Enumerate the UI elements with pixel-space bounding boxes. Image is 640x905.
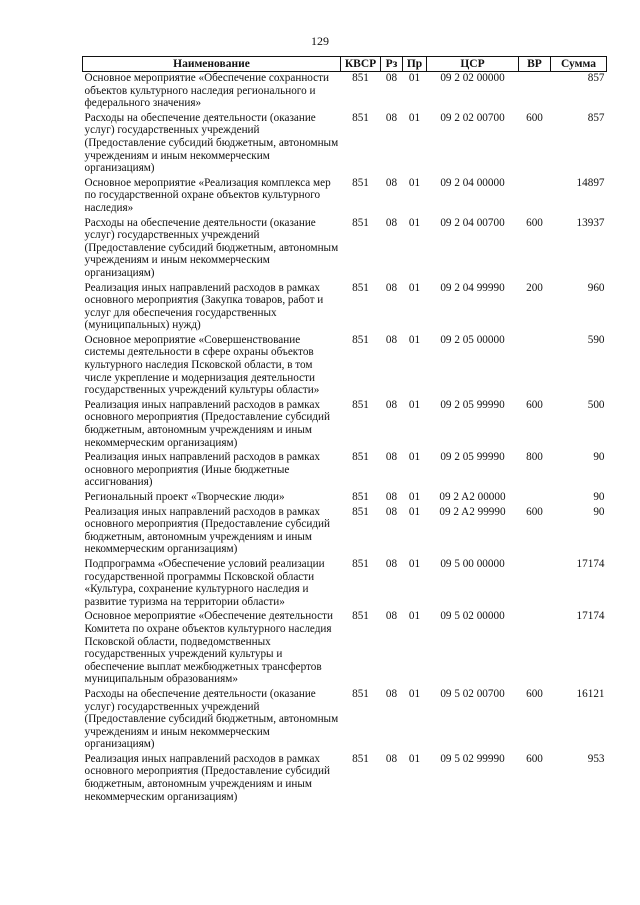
cell-pr: 01 xyxy=(408,176,421,189)
table-row xyxy=(83,505,607,557)
column-header-rz: Рз xyxy=(381,57,403,72)
cell-kvsr: 851 xyxy=(352,398,369,411)
cell-pr: 01 xyxy=(408,610,421,623)
cell-kvsr: 851 xyxy=(352,491,369,503)
cell-csr: 09 2 02 00000 xyxy=(440,72,505,84)
cell-sum: 14897 xyxy=(576,176,605,189)
cell-pr: 01 xyxy=(408,687,421,700)
cell-pr: 01 xyxy=(408,491,421,503)
cell-sum: 90 xyxy=(593,491,605,503)
cell-pr: 01 xyxy=(408,111,421,124)
cell-vr xyxy=(519,557,551,609)
cell-name: Расходы на обеспечение деятельности (оказание услуг) государственных учреждений (Предоставление субсидий бюджетным, автономным учреждениям и иным некоммерческим организациям) xyxy=(84,111,339,175)
table-row xyxy=(83,490,607,505)
cell-name: Реализация иных направлений расходов в рамках основного мероприятия (Иные бюджетные ассигнования) xyxy=(84,451,321,489)
cell-vr xyxy=(519,333,551,398)
cell-name: Подпрограмма «Обеспечение условий реализации государственной программы Псковской области «Культура, сохранение культурного наследия и развитие туризма на территории области» xyxy=(84,557,325,608)
cell-pr: 01 xyxy=(408,752,421,765)
table-row xyxy=(83,333,607,398)
cell-pr: 01 xyxy=(408,505,421,518)
budget-table xyxy=(82,56,607,804)
table-row xyxy=(83,687,607,752)
column-header-pr: Пр xyxy=(403,57,427,72)
table-row xyxy=(83,450,607,490)
cell-pr: 01 xyxy=(408,557,421,570)
cell-rz: 08 xyxy=(385,557,398,570)
cell-sum: 960 xyxy=(587,281,605,294)
cell-pr: 01 xyxy=(408,398,421,411)
cell-vr xyxy=(519,176,551,216)
cell-name: Расходы на обеспечение деятельности (оказание услуг) государственных учреждений (Предоставление субсидий бюджетным, автономным учреждениям и иным некоммерческим организациям) xyxy=(84,216,339,279)
column-header-name: Наименование xyxy=(83,57,341,72)
cell-vr xyxy=(519,490,551,505)
cell-name: Расходы на обеспечение деятельности (оказание услуг) государственных учреждений (Предоставление субсидий бюджетным, автономным учреждениям и иным некоммерческим организациям) xyxy=(84,687,339,751)
cell-vr: 600 xyxy=(526,398,543,411)
table-row xyxy=(83,609,607,687)
cell-name: Реализация иных направлений расходов в рамках основного мероприятия (Предоставление субсидий бюджетным, автономным учреждениям и иным некоммерческим организациям) xyxy=(84,505,330,556)
cell-vr xyxy=(519,609,551,687)
column-header-csr: ЦСР xyxy=(427,57,519,72)
cell-pr: 01 xyxy=(408,281,421,294)
cell-vr: 200 xyxy=(526,281,543,294)
cell-rz: 08 xyxy=(385,176,398,189)
cell-csr: 09 2 05 99990 xyxy=(440,398,505,411)
cell-rz: 08 xyxy=(385,281,398,294)
cell-csr: 09 5 00 00000 xyxy=(440,557,505,570)
column-header-vr: ВР xyxy=(519,57,551,72)
cell-csr: 09 2 05 99990 xyxy=(440,451,505,464)
cell-sum: 857 xyxy=(587,111,605,124)
cell-sum: 90 xyxy=(593,451,605,464)
cell-csr: 09 5 02 00000 xyxy=(440,610,505,623)
cell-kvsr: 851 xyxy=(352,505,369,518)
cell-rz: 08 xyxy=(385,333,398,346)
cell-sum: 857 xyxy=(587,72,605,84)
cell-name: Реализация иных направлений расходов в рамках основного мероприятия (Предоставление субсидий бюджетным, автономным учреждениям и иным некоммерческим организациям) xyxy=(84,398,330,449)
cell-vr: 600 xyxy=(526,505,543,518)
cell-name: Региональный проект «Творческие люди» xyxy=(84,491,285,503)
cell-kvsr: 851 xyxy=(352,281,369,294)
cell-name: Основное мероприятие «Совершенствование системы деятельности в сфере охраны объектов культурного наследия Псковской области, в том числе укрепление и модернизация деятельности государственных учреждений культуры области» xyxy=(84,333,320,397)
cell-pr: 01 xyxy=(408,333,421,346)
cell-sum: 590 xyxy=(587,333,605,346)
cell-sum: 13937 xyxy=(576,216,605,229)
table-row xyxy=(83,176,607,216)
cell-kvsr: 851 xyxy=(352,451,369,464)
cell-name: Основное мероприятие «Обеспечение сохранности объектов культурного наследия регионального и федерального значения» xyxy=(84,72,330,110)
cell-name: Основное мероприятие «Реализация комплекса мер по государственной охране объектов культурного наследия» xyxy=(84,176,331,214)
table-row xyxy=(83,398,607,450)
cell-kvsr: 851 xyxy=(352,333,369,346)
cell-csr: 09 5 02 99990 xyxy=(440,752,505,765)
cell-csr: 09 2 04 00000 xyxy=(440,176,505,189)
cell-kvsr: 851 xyxy=(352,687,369,700)
cell-vr: 600 xyxy=(526,111,543,124)
cell-vr xyxy=(519,72,551,111)
cell-vr: 600 xyxy=(526,216,543,229)
page-number: 129 xyxy=(311,34,329,48)
cell-name: Реализация иных направлений расходов в рамках основного мероприятия (Закупка товаров, работ и услуг для обеспечения государственных (муниципальных) нужд) xyxy=(84,281,324,332)
cell-sum: 953 xyxy=(587,752,605,765)
table-row xyxy=(83,557,607,609)
cell-rz: 08 xyxy=(385,398,398,411)
cell-kvsr: 851 xyxy=(352,216,369,229)
table-row xyxy=(83,281,607,333)
table-row xyxy=(83,72,607,111)
cell-kvsr: 851 xyxy=(352,557,369,570)
cell-pr: 01 xyxy=(408,216,421,229)
cell-rz: 08 xyxy=(385,72,398,84)
column-header-sum: Сумма xyxy=(551,57,607,72)
cell-csr: 09 2 04 99990 xyxy=(440,281,505,294)
cell-kvsr: 851 xyxy=(352,72,369,84)
cell-kvsr: 851 xyxy=(352,752,369,765)
cell-rz: 08 xyxy=(385,752,398,765)
cell-vr: 800 xyxy=(526,451,543,464)
cell-vr: 600 xyxy=(526,687,543,700)
cell-csr: 09 2 04 00700 xyxy=(440,216,505,229)
cell-rz: 08 xyxy=(385,216,398,229)
cell-csr: 09 2 05 00000 xyxy=(440,333,505,346)
cell-name: Основное мероприятие «Обеспечение деятельности Комитета по охране объектов культурного наследия Псковской области, подведомственных государственных учреждений культуры и обеспечение выплат межбюджетных трансфертов муниципальным образованиям» xyxy=(84,610,333,686)
cell-sum: 16121 xyxy=(576,687,605,700)
cell-sum: 500 xyxy=(587,398,605,411)
cell-rz: 08 xyxy=(385,610,398,623)
cell-rz: 08 xyxy=(385,451,398,464)
cell-vr: 600 xyxy=(526,752,543,765)
table-row xyxy=(83,216,607,281)
cell-pr: 01 xyxy=(408,72,421,84)
table-row xyxy=(83,752,607,804)
cell-kvsr: 851 xyxy=(352,610,369,623)
column-header-kvsr: КВСР xyxy=(341,57,381,72)
cell-csr: 09 5 02 00700 xyxy=(440,687,505,700)
cell-rz: 08 xyxy=(385,111,398,124)
cell-csr: 09 2 A2 00000 xyxy=(439,491,506,503)
cell-rz: 08 xyxy=(385,687,398,700)
cell-pr: 01 xyxy=(408,451,421,464)
cell-csr: 09 2 A2 99990 xyxy=(439,505,506,518)
cell-kvsr: 851 xyxy=(352,111,369,124)
cell-kvsr: 851 xyxy=(352,176,369,189)
cell-rz: 08 xyxy=(385,491,398,503)
cell-sum: 17174 xyxy=(576,610,605,623)
table-header-row xyxy=(83,57,607,72)
cell-csr: 09 2 02 00700 xyxy=(440,111,505,124)
cell-name: Реализация иных направлений расходов в рамках основного мероприятия (Предоставление субсидий бюджетным, автономным учреждениям и иным некоммерческим организациям) xyxy=(84,752,330,803)
cell-sum: 90 xyxy=(593,505,605,518)
cell-rz: 08 xyxy=(385,505,398,518)
table-row xyxy=(83,111,607,176)
cell-sum: 17174 xyxy=(576,557,605,570)
